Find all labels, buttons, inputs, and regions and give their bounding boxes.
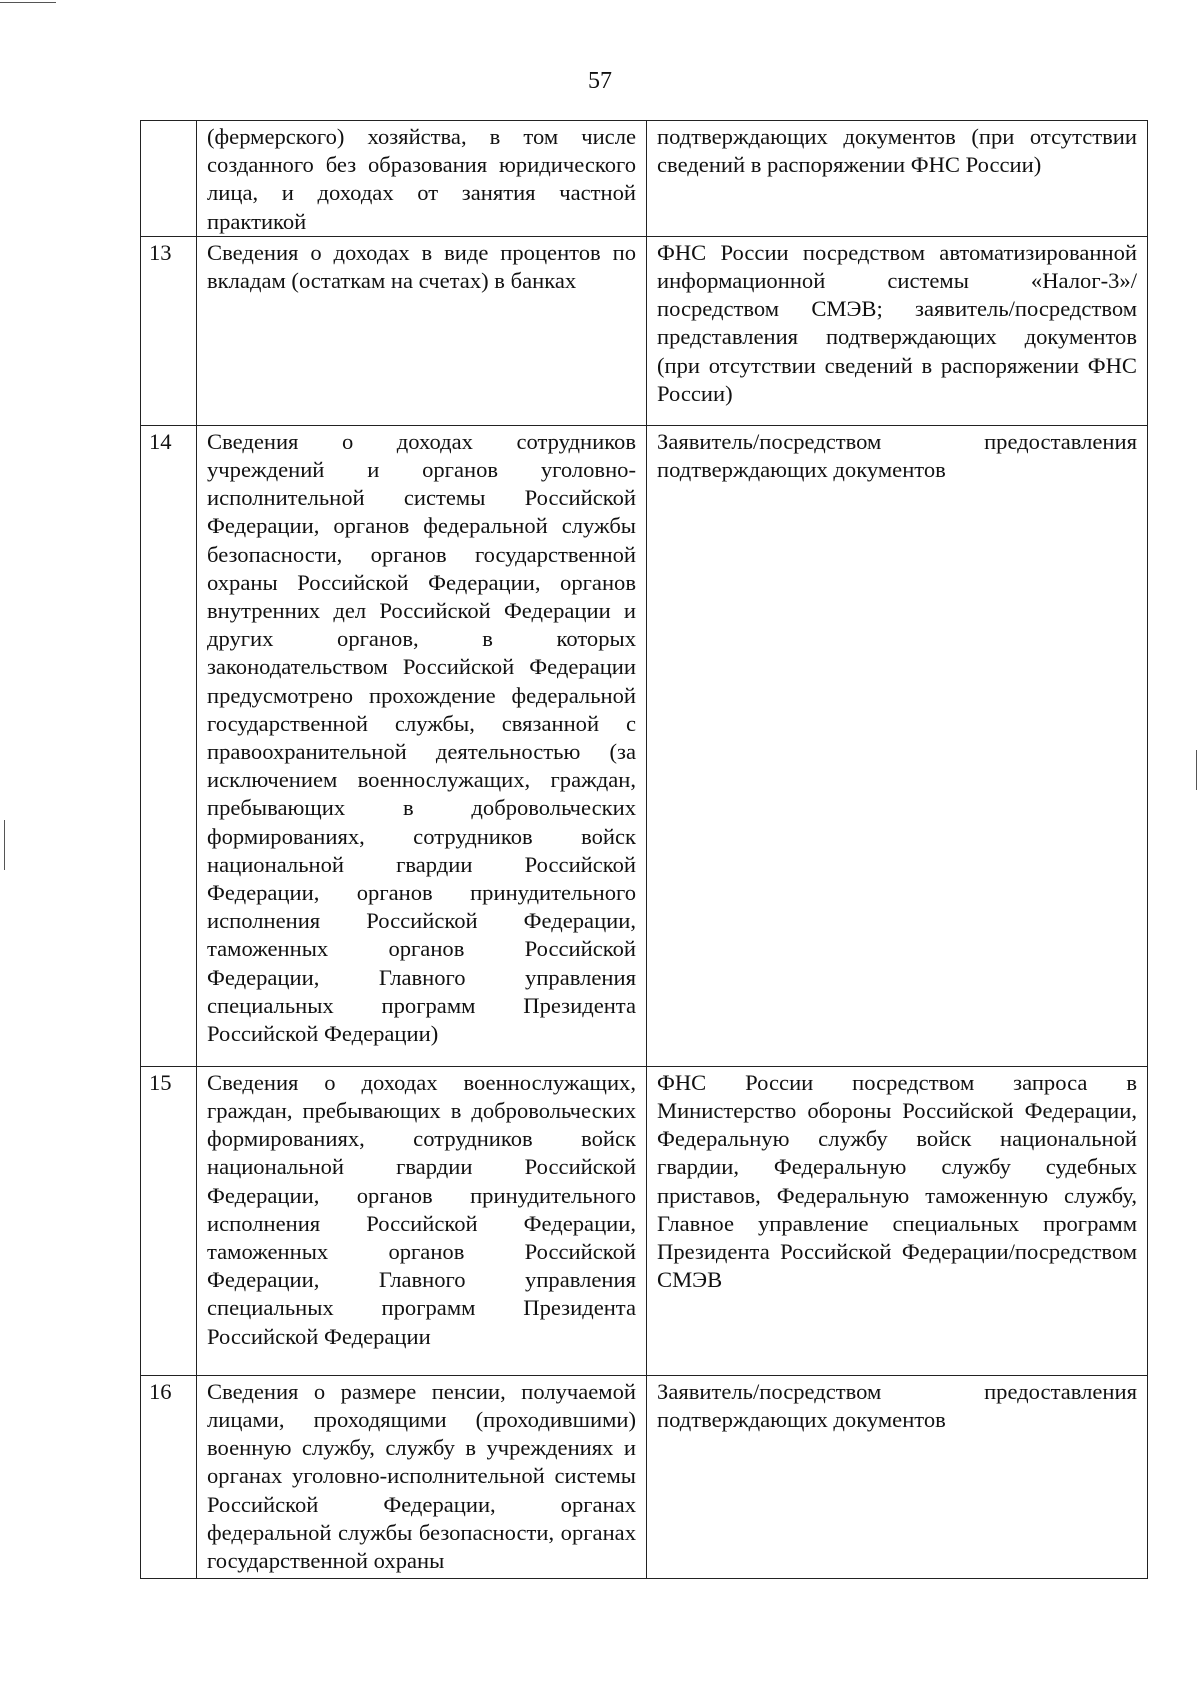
row-description: Сведения о размере пенсии, получаемой лицами, проходящими (проходившими) военную службу, службу в учреждениях и органах уголовно-исполнительной системы Российской Федерации, органах федеральной службы безопасности, органах государственной охраны bbox=[197, 1375, 647, 1578]
row-source: Заявитель/посредством предоставления подтверждающих документов bbox=[647, 425, 1148, 1066]
row-description: Сведения о доходах сотрудников учреждений и органов уголовно-исполнительной системы Российской Федерации, органов федеральной службы безопасности, органов государственной охраны Российской Федерации, органов внутренних дел Российской Федерации и других органов, в которых законодательством Российской Федерации предусмотрено прохождение федеральной государственной службы, связанной с правоохранительной деятельностью (за исключением военнослужащих, граждан, пребывающих в добровольческих формированиях, сотрудников войск национальной гвардии Российской Федерации, органов принудительного исполнения Российской Федерации, таможенных органов Российской Федерации, Главного управления специальных программ Президента Российской Федерации) bbox=[197, 425, 647, 1066]
table-row bbox=[141, 1066, 1148, 1375]
table-row bbox=[141, 1375, 1148, 1578]
row-number: 16 bbox=[141, 1375, 197, 1578]
row-source: подтверждающих документов (при отсутствии сведений в распоряжении ФНС России) bbox=[647, 121, 1148, 237]
row-description: Сведения о доходах военнослужащих, граждан, пребывающих в добровольческих формированиях, сотрудников войск национальной гвардии Российской Федерации, органов принудительного исполнения Российской Федерации, таможенных органов Российской Федерации, Главного управления специальных программ Президента Российской Федерации bbox=[197, 1066, 647, 1375]
row-description: Сведения о доходах в виде процентов по вкладам (остаткам на счетах) в банках bbox=[197, 236, 647, 425]
row-source: Заявитель/посредством предоставления подтверждающих документов bbox=[647, 1375, 1148, 1578]
row-source: ФНС России посредством запроса в Министерство обороны Российской Федерации, Федеральную службу войск национальной гвардии, Федеральную службу судебных приставов, Федеральную таможенную службу, Главное управление специальных программ Президента Российской Федерации/посредством СМЭВ bbox=[647, 1066, 1148, 1375]
row-number: 13 bbox=[141, 236, 197, 425]
table-row bbox=[141, 425, 1148, 1066]
row-number: 14 bbox=[141, 425, 197, 1066]
table-row bbox=[141, 121, 1148, 237]
scan-edge-mark bbox=[0, 2, 56, 3]
scan-edge-mark bbox=[1196, 750, 1197, 790]
row-number: 15 bbox=[141, 1066, 197, 1375]
table-row bbox=[141, 236, 1148, 425]
document-table bbox=[140, 120, 1148, 1579]
row-number bbox=[141, 121, 197, 237]
row-description: (фермерского) хозяйства, в том числе созданного без образования юридического лица, и доходах от занятия частной практикой bbox=[197, 121, 647, 237]
page-number: 57 bbox=[588, 68, 612, 94]
scan-edge-mark bbox=[4, 820, 5, 870]
row-source: ФНС России посредством автоматизированной информационной системы «Налог-3»/посредством СМЭВ; заявитель/посредством представления подтверждающих документов (при отсутствии сведений в распоряжении ФНС России) bbox=[647, 236, 1148, 425]
